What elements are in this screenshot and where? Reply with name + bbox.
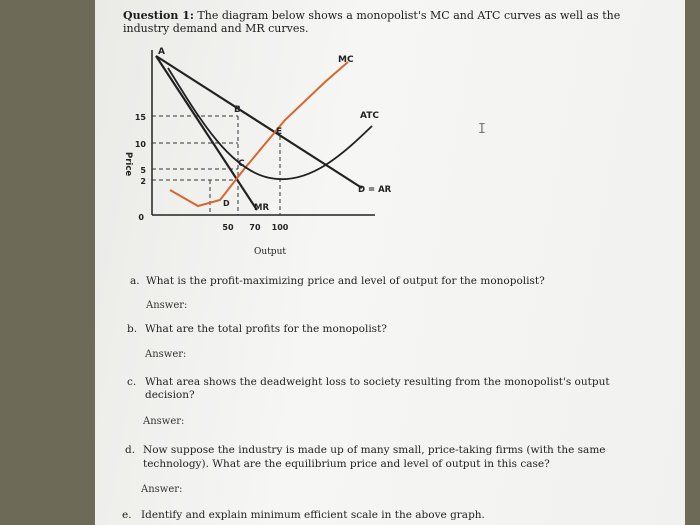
point-e-label: E: [276, 127, 283, 137]
part-d-question: Now suppose the industry is made up of many small, price-taking firms (with the same: [143, 444, 606, 456]
mr-curve: [156, 56, 257, 210]
x-tick-50: 50: [222, 223, 234, 232]
point-a-label: A: [158, 47, 165, 57]
question-title: [123, 9, 620, 22]
question-label: Question 1:: [123, 9, 194, 22]
part-c-answer: Answer:: [143, 416, 185, 427]
y-axis-label: Price: [123, 152, 133, 177]
y-tick-10: 10: [134, 140, 146, 149]
mc-label: MC: [338, 55, 354, 65]
monopoly-diagram: [110, 40, 430, 270]
point-b-label: B: [234, 105, 241, 115]
question-text-line1: The diagram below shows a monopolist's MC and ATC curves as well as the: [197, 9, 621, 22]
part-b-question: What are the total profits for the monopolist?: [145, 323, 387, 335]
x-axis-label: Output: [254, 247, 286, 257]
atc-label: ATC: [360, 111, 380, 121]
mc-curve: [170, 62, 348, 206]
part-b-answer: Answer:: [145, 349, 187, 360]
part-d-answer: Answer:: [141, 484, 183, 495]
part-c-question-cont: decision?: [145, 389, 195, 401]
text-cursor-icon: I: [478, 122, 486, 137]
point-c-label: C: [238, 159, 245, 169]
mr-label: MR: [254, 203, 270, 213]
part-a-question: What is the profit-maximizing price and level of output for the monopolist?: [146, 275, 545, 287]
demand-label: D = AR: [358, 185, 392, 195]
atc-curve: [168, 68, 372, 179]
question-text-line2: industry demand and MR curves.: [123, 22, 309, 35]
part-b-letter: b.: [127, 323, 138, 335]
part-e-question: Identify and explain minimum efficient scale in the above graph.: [141, 509, 485, 521]
part-e-letter: e.: [122, 509, 132, 521]
part-c-letter: c.: [127, 376, 137, 388]
part-a-answer: Answer:: [146, 300, 188, 311]
part-d-question-cont: technology). What are the equilibrium price and level of output in this case?: [143, 458, 550, 470]
y-tick-15: 15: [134, 113, 146, 122]
part-c-question: What area shows the deadweight loss to society resulting from the monopolist's output: [145, 376, 610, 388]
y-tick-2: 2: [140, 177, 146, 186]
origin-label: 0: [138, 213, 144, 222]
point-d-label: D: [223, 199, 230, 208]
y-tick-5: 5: [140, 166, 146, 175]
x-tick-100: 100: [271, 223, 289, 232]
part-a-letter: a.: [130, 275, 140, 287]
x-tick-70: 70: [249, 223, 261, 232]
part-d-letter: d.: [125, 444, 136, 456]
